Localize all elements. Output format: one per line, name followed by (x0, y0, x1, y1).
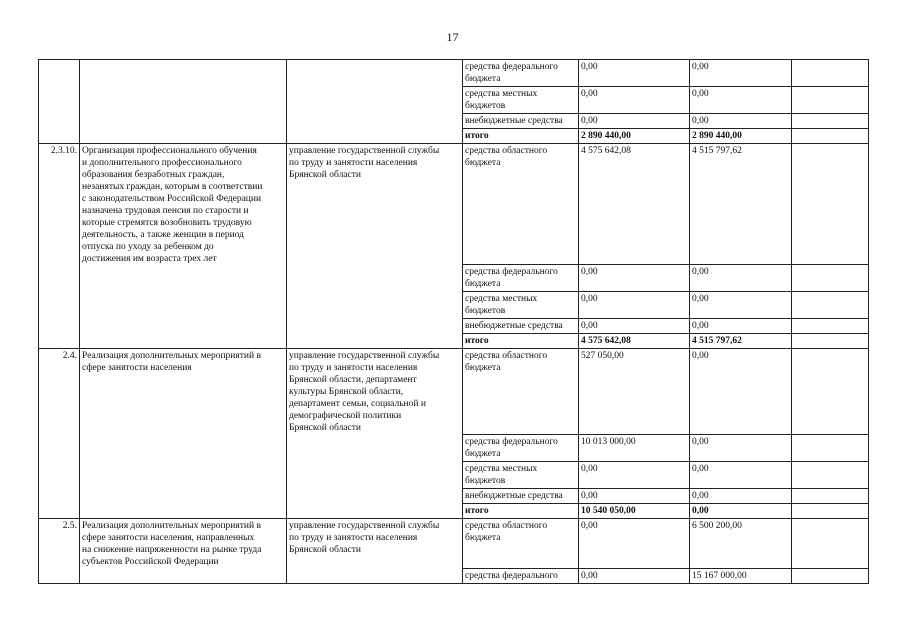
item-name-line: деятельность, а также женщин в период (82, 230, 245, 240)
funding-value-plan: 10 013 000,00 (579, 435, 690, 462)
item-name (80, 349, 287, 519)
funding-source-line: средства федерального (465, 437, 558, 447)
funding-source (463, 489, 579, 504)
funding-source (463, 292, 579, 319)
funding-source-line: бюджетов (465, 101, 506, 111)
funding-source-line: средства местных (465, 294, 538, 304)
item-executor-line: Брянской области (289, 545, 361, 555)
item-name-line: субъектов Российской Федерации (82, 557, 219, 567)
funding-source-line: внебюджетные средства (465, 116, 563, 126)
funding-value-plan: 0,00 (579, 265, 690, 292)
item-name-line: образования безработных граждан, (82, 170, 225, 180)
funding-value-plan: 527 050,00 (579, 349, 690, 435)
empty-cell (792, 334, 869, 349)
table-row (39, 349, 869, 435)
funding-source-line: бюджета (465, 74, 501, 84)
funding-source (463, 569, 579, 584)
funding-source-line: бюджета (465, 158, 501, 168)
empty-cell (792, 519, 869, 569)
empty-cell (792, 144, 869, 265)
funding-value-plan: 0,00 (579, 292, 690, 319)
funding-value-actual: 0,00 (690, 462, 792, 489)
funding-value-actual: 0,00 (690, 265, 792, 292)
item-name-line: сфере занятости населения (82, 363, 192, 373)
funding-value-actual: 0,00 (690, 114, 792, 129)
empty-cell (792, 435, 869, 462)
funding-value-plan: 0,00 (579, 87, 690, 114)
table-row (39, 519, 869, 569)
funding-source-line: средства областного (465, 351, 548, 361)
funding-source (463, 435, 579, 462)
funding-value-plan: 2 890 440,00 (579, 129, 690, 144)
empty-cell (792, 129, 869, 144)
funding-value-plan: 0,00 (579, 519, 690, 569)
page-number: 17 (446, 30, 459, 44)
funding-source-line: внебюджетные средства (465, 321, 563, 331)
funding-value-plan: 10 540 050,00 (579, 504, 690, 519)
funding-source-line: бюджетов (465, 306, 506, 316)
empty-cell (792, 319, 869, 334)
item-executor-line: по труду и занятости населения (289, 158, 418, 168)
item-code: 2.5. (39, 519, 80, 584)
item-name-line: незанятых граждан, которым в соответствии (82, 182, 263, 192)
funding-source-line: бюджета (465, 279, 501, 289)
item-name-line: сфере занятости населения, направленных (82, 533, 255, 543)
funding-value-actual: 15 167 000,00 (690, 569, 792, 584)
item-executor (287, 60, 463, 144)
item-executor-line: Брянской области, департамент (289, 375, 417, 385)
funding-source-line: итого (465, 336, 489, 346)
funding-source-line: средства местных (465, 89, 538, 99)
item-executor-line: демографической политики (289, 411, 402, 421)
funding-source (463, 519, 579, 569)
empty-cell (792, 87, 869, 114)
funding-value-plan: 4 575 642,08 (579, 144, 690, 265)
funding-source-line: бюджета (465, 449, 501, 459)
funding-source-line: итого (465, 131, 489, 141)
item-executor-line: культуры Брянской области, (289, 387, 404, 397)
item-name-line: Реализация дополнительных мероприятий в (82, 521, 261, 531)
funding-value-actual: 0,00 (690, 60, 792, 87)
funding-source (463, 349, 579, 435)
funding-value-plan: 0,00 (579, 462, 690, 489)
funding-value-plan: 0,00 (579, 319, 690, 334)
item-name (80, 519, 287, 584)
item-name-line: Организация профессионального обучения (82, 146, 257, 156)
item-executor-line: по труду и занятости населения (289, 533, 418, 543)
item-executor-line: по труду и занятости населения (289, 363, 418, 373)
item-name-line: и дополнительного профессионального (82, 158, 242, 168)
funding-value-actual: 4 515 797,62 (690, 144, 792, 265)
table-row (39, 144, 869, 265)
item-code: 2.3.10. (39, 144, 80, 349)
item-name-line: которые стремятся возобновить трудовую (82, 218, 252, 228)
item-name-line: Реализация дополнительных мероприятий в (82, 351, 261, 361)
item-name-line: назначена трудовая пенсия по старости и (82, 206, 249, 216)
funding-source (463, 462, 579, 489)
empty-cell (792, 60, 869, 87)
funding-value-plan: 0,00 (579, 60, 690, 87)
funding-source-line: бюджета (465, 363, 501, 373)
funding-source (463, 265, 579, 292)
funding-value-actual: 0,00 (690, 349, 792, 435)
empty-cell (792, 504, 869, 519)
funding-value-plan: 0,00 (579, 114, 690, 129)
item-name-line: отпуска по уходу за ребенком до (82, 242, 214, 252)
funding-source-line: бюджетов (465, 476, 506, 486)
empty-cell (792, 462, 869, 489)
funding-value-plan: 0,00 (579, 569, 690, 584)
funding-source (463, 319, 579, 334)
funding-source (463, 114, 579, 129)
funding-value-actual: 0,00 (690, 319, 792, 334)
funding-value-actual: 0,00 (690, 489, 792, 504)
item-executor-line: Брянской области (289, 423, 361, 433)
funding-value-actual: 6 500 200,00 (690, 519, 792, 569)
item-name-line: достижения им возраста трех лет (82, 254, 217, 264)
funding-value-actual: 4 515 797,62 (690, 334, 792, 349)
funding-value-actual: 0,00 (690, 87, 792, 114)
item-executor-line: управление государственной службы (289, 521, 440, 531)
item-code: 2.4. (39, 349, 80, 519)
funding-source-line: средства федерального (465, 62, 558, 72)
total-label (463, 504, 579, 519)
item-name-line: на снижение напряженности на рынке труда (82, 545, 262, 555)
funding-source (463, 87, 579, 114)
total-label (463, 129, 579, 144)
funding-source (463, 60, 579, 87)
funding-source-line: средства областного (465, 521, 548, 531)
funding-value-plan: 0,00 (579, 489, 690, 504)
item-executor-line: Брянской области (289, 170, 361, 180)
funding-value-actual: 2 890 440,00 (690, 129, 792, 144)
funding-value-actual: 0,00 (690, 292, 792, 319)
funding-source-line: средства местных (465, 464, 538, 474)
funding-source-line: средства областного (465, 146, 548, 156)
funding-value-actual: 0,00 (690, 435, 792, 462)
funding-value-actual: 0,00 (690, 504, 792, 519)
item-executor (287, 349, 463, 519)
item-executor-line: управление государственной службы (289, 351, 440, 361)
funding-value-plan: 4 575 642,08 (579, 334, 690, 349)
funding-source (463, 144, 579, 265)
empty-cell (792, 349, 869, 435)
item-name (80, 60, 287, 144)
program-funding-table (38, 59, 869, 584)
funding-source-line: бюджета (465, 533, 501, 543)
table-row (39, 60, 869, 87)
item-executor-line: департамент семьи, социальной и (289, 399, 426, 409)
item-executor (287, 144, 463, 349)
item-name (80, 144, 287, 349)
funding-source-line: средства федерального (465, 571, 558, 581)
empty-cell (792, 569, 869, 584)
funding-source-line: средства федерального (465, 267, 558, 277)
item-code (39, 60, 80, 144)
item-name-line: с законодательством Российской Федерации (82, 194, 262, 204)
empty-cell (792, 292, 869, 319)
item-executor (287, 519, 463, 584)
item-executor-line: управление государственной службы (289, 146, 440, 156)
funding-source-line: итого (465, 506, 489, 516)
total-label (463, 334, 579, 349)
empty-cell (792, 265, 869, 292)
funding-source-line: внебюджетные средства (465, 491, 563, 501)
empty-cell (792, 114, 869, 129)
empty-cell (792, 489, 869, 504)
